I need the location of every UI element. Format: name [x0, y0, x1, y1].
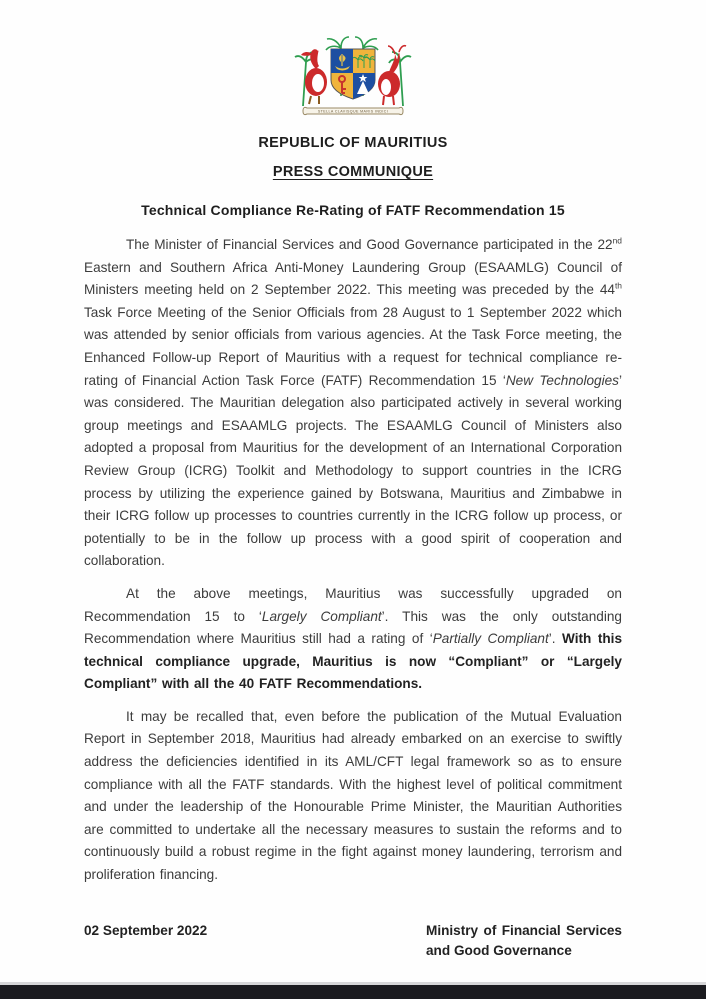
document-body — [0, 234, 706, 887]
shield-icon — [331, 49, 375, 99]
motto-scroll — [303, 107, 403, 114]
date-line: 02 September 2022 — [84, 922, 208, 938]
text-segment: ’. This was the only outstanding Recommendation where Mauritius still had a rating of ‘ — [84, 608, 622, 647]
paragraphs-container — [84, 234, 622, 887]
body-paragraph — [84, 583, 622, 696]
text-segment: With this technical compliance upgrade, Mauritius is now “Compliant” or “Largely Compliant” with all the 40 FATF Recommendations. — [84, 631, 623, 692]
text-segment: Task Force Meeting of the Senior Officials from 28 August to 1 September 2022 which was attended by senior officials from various agencies. At the Task Force meeting, the Enhanced Follow-up Report of Mauritius with a request for technical compliance re-rating of Financial Action Task Force (FATF) Recommendation 15 ‘ — [84, 304, 622, 388]
text-segment: ’. — [548, 631, 563, 647]
photo-edge-strip — [0, 985, 706, 999]
text-segment: nd — [612, 235, 622, 246]
text-segment: At the above meetings, Mauritius was successfully upgraded on Recommendation 15 to ‘ — [84, 585, 622, 624]
text-segment: th — [614, 280, 622, 291]
ministry-signature: Ministry of Financial Services and Good Governance — [426, 922, 622, 958]
text-segment: Partially Compliant — [432, 631, 549, 647]
body-paragraph — [84, 706, 622, 887]
document-title: Technical Compliance Re-Rating of FATF Recommendation 15 — [141, 202, 565, 218]
text-segment: ’ was considered. The Mauritian delegation also participated actively in several working group meetings and ESAAMLG projects. The ESAAMLG Council of Ministers also adopted a proposal from Mauritius for the development of an International Corporation Review Group (ICRG) Toolkit and Methodology to support countries in the ICRG process by utilizing the experience gained by Botswana, Mauritius and Zimbabwe in their ICRG follow up processes to countries currently in the ICRG follow up process, or potentially to be in the follow up process with a good spirit of cooperation and collaboration. — [84, 372, 622, 569]
text-segment: The Minister of Financial Services and Good Governance participated in the 22 — [126, 237, 613, 252]
mauritius-coat-of-arms-graphic — [289, 36, 417, 128]
body-paragraph — [84, 234, 622, 573]
republic-heading: REPUBLIC OF MAURITIUS — [258, 135, 448, 151]
text-segment: Largely Compliant — [261, 608, 382, 624]
coat-of-arms — [0, 36, 706, 128]
text-segment: It may be recalled that, even before the publication of the Mutual Evaluation Report in September 2018, Mauritius had already embarked on an exercise to swiftly address the deficiencies identified in its AML/CFT legal framework so as to ensure compliance with all the FATF standards. With the highest level of political commitment and under the leadership of the Honourable Prime Minister, the Mauritian Authorities are committed to undertake all the necessary measures to sustain the reforms and to continuously build a robust regime in the fight against money laundering, terrorism and proliferation financing. — [84, 708, 622, 883]
text-segment: Eastern and Southern Africa Anti-Money Laundering Group (ESAAMLG) Council of Ministers meeting held on 2 September 2022. This meeting was preceded by the 44 — [84, 259, 622, 298]
document-footer — [0, 921, 706, 961]
motto-text: STELLA CLAVISQUE MARIS INDICI — [317, 109, 389, 114]
text-segment: New Technologies — [505, 372, 619, 388]
press-communique-heading: PRESS COMMUNIQUE — [272, 164, 434, 180]
